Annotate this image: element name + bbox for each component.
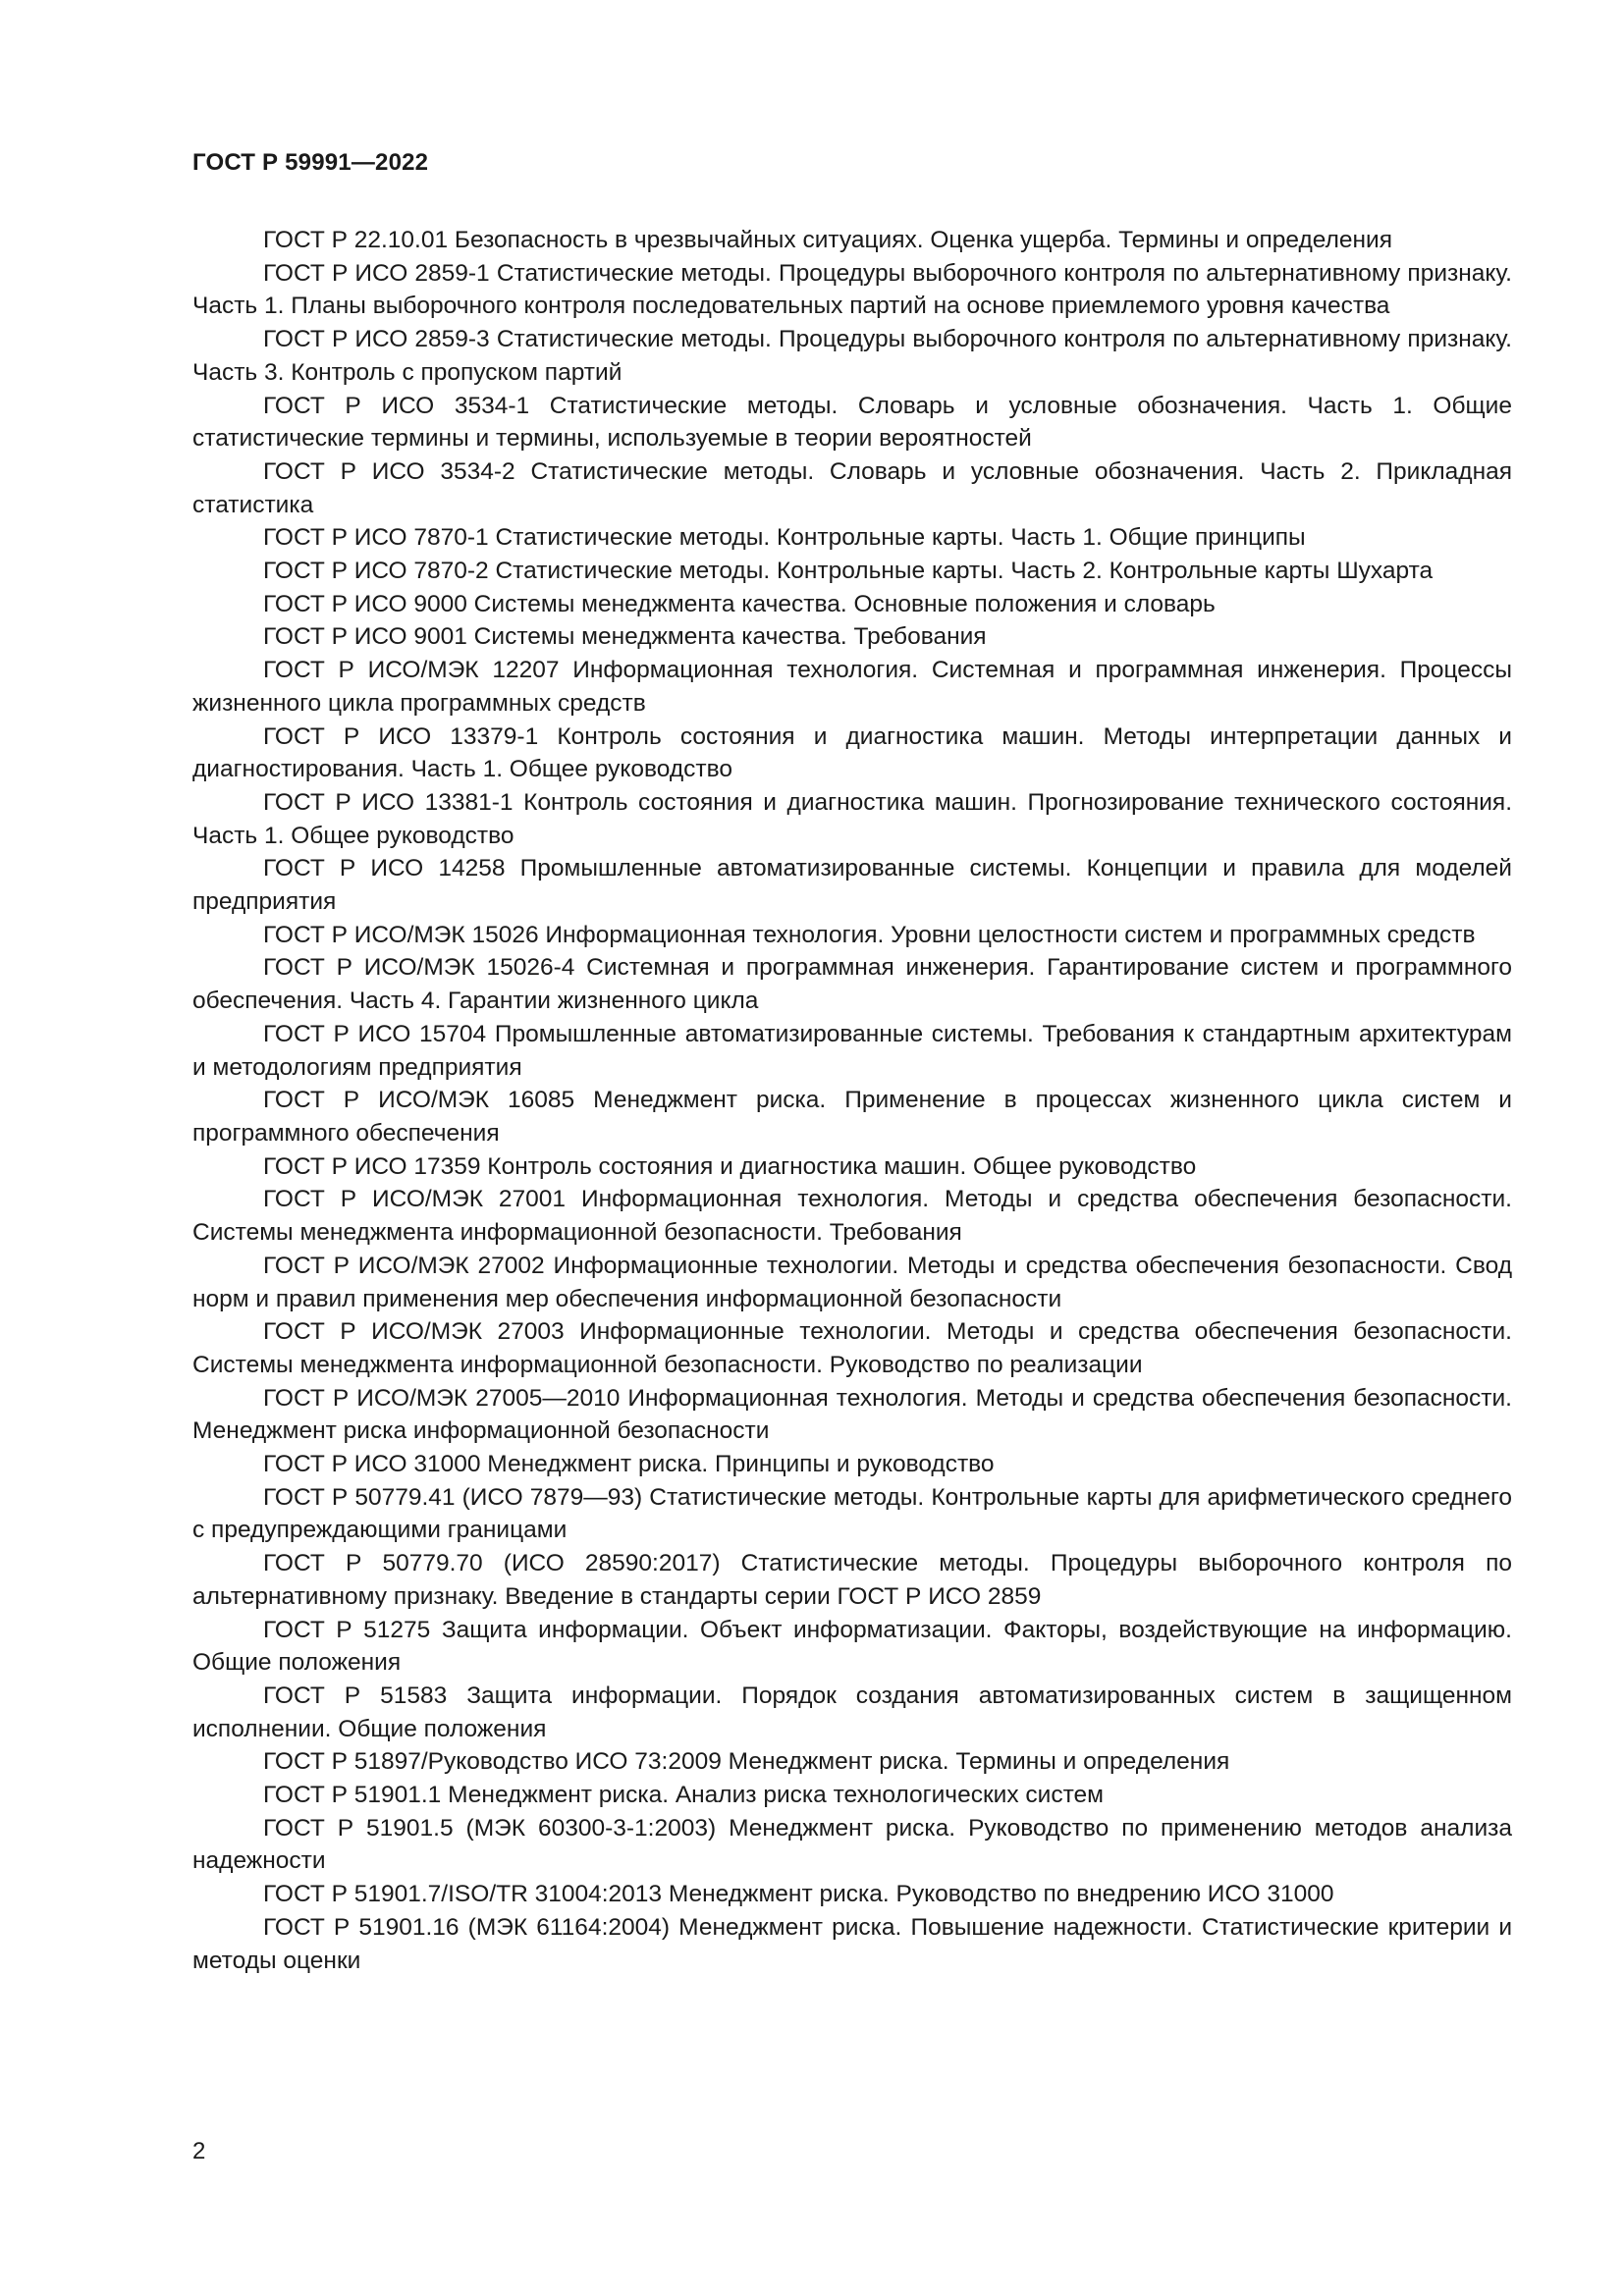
reference-item: ГОСТ Р 51897/Руководство ИСО 73:2009 Менеджмент риска. Термины и определения (263, 1748, 1230, 1776)
reference-item: ГОСТ Р ИСО/МЭК 27003 Информационные технологии. Методы и средства обеспечения безопасности. Системы менеджмента информационной безопасности. Руководство по реализации (192, 1318, 1512, 1378)
reference-item: ГОСТ Р 50779.70 (ИСО 28590:2017) Статистические методы. Процедуры выборочного контроля по альтернативному признаку. Введение в стандарты серии ГОСТ Р ИСО 2859 (192, 1550, 1512, 1610)
reference-item: ГОСТ Р 50779.41 (ИСО 7879—93) Статистические методы. Контрольные карты для арифметического среднего с предупреждающими границами (192, 1483, 1512, 1544)
reference-item: ГОСТ Р ИСО 14258 Промышленные автоматизированные системы. Концепции и правила для моделей предприятия (192, 855, 1512, 916)
reference-item: ГОСТ Р ИСО/МЭК 27002 Информационные технологии. Методы и средства обеспечения безопасности. Свод норм и правил применения мер обеспечения информационной безопасности (192, 1252, 1512, 1312)
reference-item: ГОСТ Р ИСО 9001 Системы менеджмента качества. Требования (263, 623, 987, 651)
reference-item: ГОСТ Р ИСО/МЭК 15026 Информационная технология. Уровни целостности систем и программных средств (263, 921, 1476, 948)
reference-item: ГОСТ Р ИСО 17359 Контроль состояния и диагностика машин. Общее руководство (263, 1152, 1197, 1180)
document-header-code: ГОСТ Р 59991—2022 (192, 149, 429, 176)
reference-item: ГОСТ Р 51901.5 (МЭК 60300-3-1:2003) Менеджмент риска. Руководство по применению методов анализа надежности (192, 1814, 1512, 1875)
reference-item: ГОСТ Р 51901.7/ISO/TR 31004:2013 Менеджмент риска. Руководство по внедрению ИСО 31000 (263, 1881, 1334, 1908)
reference-item: ГОСТ Р ИСО 15704 Промышленные автоматизированные системы. Требования к стандартным архитектурам и методологиям предприятия (192, 1020, 1512, 1081)
page-number: 2 (192, 2138, 206, 2164)
reference-item: ГОСТ Р ИСО/МЭК 16085 Менеджмент риска. Применение в процессах жизненного цикла систем и программного обеспечения (192, 1087, 1512, 1147)
reference-item: ГОСТ Р 51901.16 (МЭК 61164:2004) Менеджмент риска. Повышение надежности. Статистические критерии и методы оценки (192, 1913, 1512, 1974)
reference-item: ГОСТ Р ИСО 13381-1 Контроль состояния и диагностика машин. Прогнозирование технического состояния. Часть 1. Общее руководство (192, 788, 1512, 849)
reference-item: ГОСТ Р ИСО 2859-3 Статистические методы. Процедуры выборочного контроля по альтернативному признаку. Часть 3. Контроль с пропуском партий (192, 326, 1512, 386)
reference-item: ГОСТ Р ИСО/МЭК 27005—2010 Информационная технология. Методы и средства обеспечения безопасности. Менеджмент риска информационной безопасности (192, 1384, 1512, 1445)
reference-item: ГОСТ Р ИСО 9000 Системы менеджмента качества. Основные положения и словарь (263, 590, 1216, 617)
reference-item: ГОСТ Р ИСО 7870-1 Статистические методы. Контрольные карты. Часть 1. Общие принципы (263, 524, 1306, 552)
reference-item: ГОСТ Р ИСО/МЭК 27001 Информационная технология. Методы и средства обеспечения безопасности. Системы менеджмента информационной безопасности. Требования (192, 1186, 1512, 1247)
reference-item: ГОСТ Р 51901.1 Менеджмент риска. Анализ риска технологических систем (263, 1782, 1105, 1809)
reference-item: ГОСТ Р ИСО 3534-2 Статистические методы. Словарь и условные обозначения. Часть 2. Прикладная статистика (192, 457, 1512, 518)
reference-item: ГОСТ Р 51583 Защита информации. Порядок создания автоматизированных систем в защищенном исполнении. Общие положения (192, 1682, 1512, 1742)
reference-item: ГОСТ Р ИСО 31000 Менеджмент риска. Принципы и руководство (263, 1451, 995, 1478)
reference-item: ГОСТ Р ИСО/МЭК 15026-4 Системная и программная инженерия. Гарантирование систем и программного обеспечения. Часть 4. Гарантии жизненного цикла (192, 954, 1512, 1015)
reference-item: ГОСТ Р 51275 Защита информации. Объект информатизации. Факторы, воздействующие на информацию. Общие положения (192, 1616, 1512, 1677)
reference-list (192, 224, 1512, 1977)
reference-item: ГОСТ Р 22.10.01 Безопасность в чрезвычайных ситуациях. Оценка ущерба. Термины и определения (263, 227, 1393, 253)
reference-item: ГОСТ Р ИСО 13379-1 Контроль состояния и диагностика машин. Методы интерпретации данных и диагностирования. Часть 1. Общее руководство (192, 722, 1512, 783)
reference-item: ГОСТ Р ИСО/МЭК 12207 Информационная технология. Системная и программная инженерия. Процессы жизненного цикла программных средств (192, 657, 1512, 717)
reference-item: ГОСТ Р ИСО 7870-2 Статистические методы. Контрольные карты. Часть 2. Контрольные карты Шухарта (263, 558, 1434, 585)
reference-item: ГОСТ Р ИСО 3534-1 Статистические методы. Словарь и условные обозначения. Часть 1. Общие статистические термины и термины, используемые в теории вероятностей (192, 392, 1512, 453)
reference-item: ГОСТ Р ИСО 2859-1 Статистические методы. Процедуры выборочного контроля по альтернативному признаку. Часть 1. Планы выборочного контроля последовательных партий на основе приемлемого уровня качества (192, 259, 1512, 320)
